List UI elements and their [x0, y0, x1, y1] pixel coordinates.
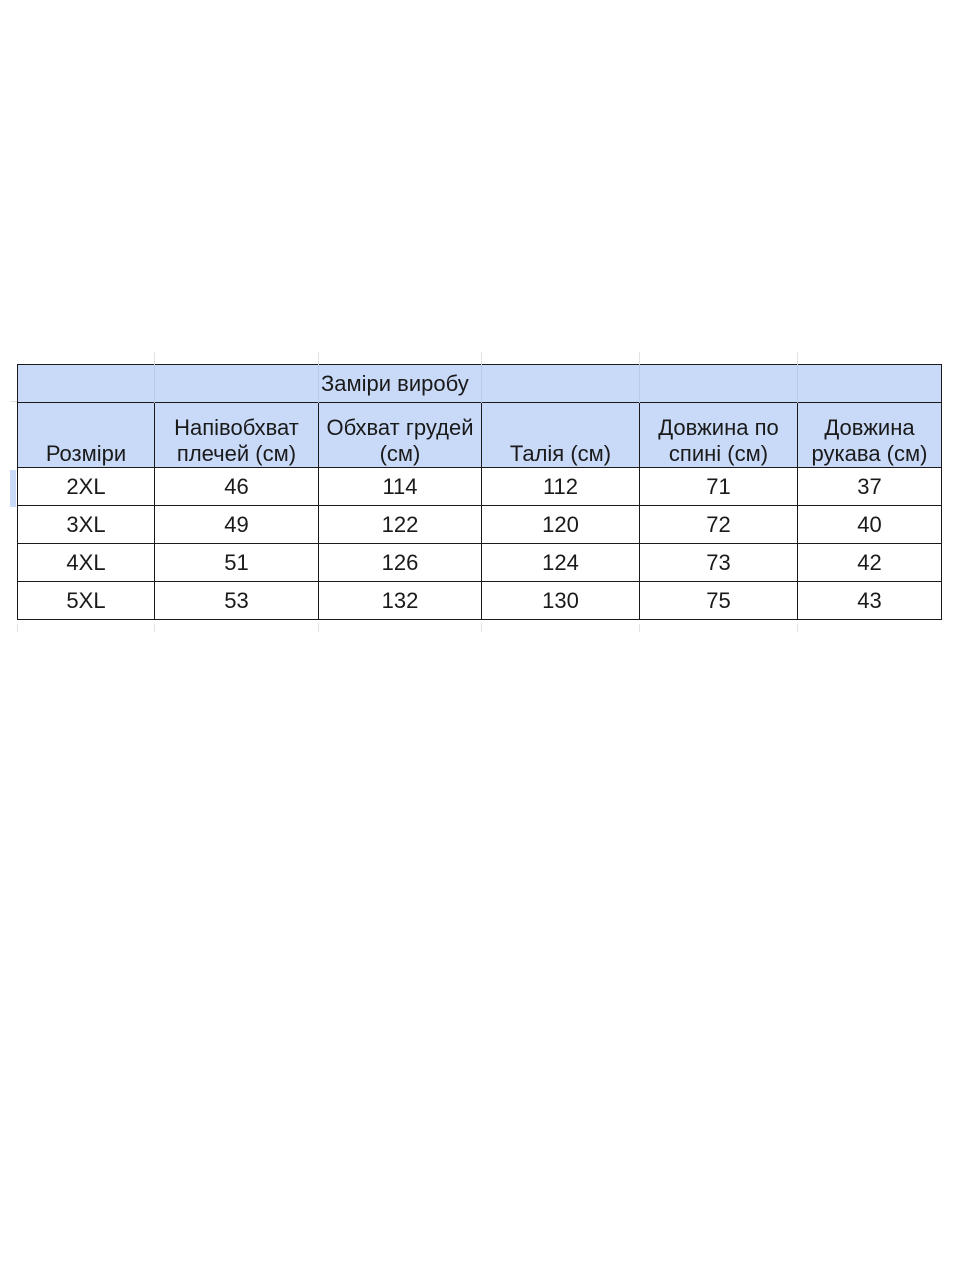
size-chart-table: [17, 364, 942, 620]
value-cell[interactable]: 114: [319, 468, 482, 506]
value-cell[interactable]: 53: [155, 582, 319, 620]
table-row: [18, 468, 942, 506]
value-cell[interactable]: 49: [155, 506, 319, 544]
value-cell[interactable]: 73: [640, 544, 798, 582]
grid-line: [639, 624, 640, 632]
column-header-row: [18, 403, 942, 468]
table-row: [18, 582, 942, 620]
header-sleeve-length[interactable]: Довжина рукава (см): [798, 403, 942, 468]
value-cell[interactable]: 51: [155, 544, 319, 582]
value-cell[interactable]: 37: [798, 468, 942, 506]
value-cell[interactable]: 71: [640, 468, 798, 506]
size-cell[interactable]: 5XL: [18, 582, 155, 620]
grid-line: [481, 624, 482, 632]
value-cell[interactable]: 132: [319, 582, 482, 620]
selected-row-marker: [10, 470, 16, 507]
value-cell[interactable]: 126: [319, 544, 482, 582]
size-cell[interactable]: 3XL: [18, 506, 155, 544]
table-row: [18, 544, 942, 582]
header-chest[interactable]: Обхват грудей (см): [319, 403, 482, 468]
value-cell[interactable]: 112: [482, 468, 640, 506]
value-cell[interactable]: 72: [640, 506, 798, 544]
cell[interactable]: [18, 365, 155, 403]
value-cell[interactable]: 130: [482, 582, 640, 620]
value-cell[interactable]: 124: [482, 544, 640, 582]
value-cell[interactable]: 120: [482, 506, 640, 544]
value-cell[interactable]: 122: [319, 506, 482, 544]
title-row: [18, 365, 942, 403]
size-cell[interactable]: 2XL: [18, 468, 155, 506]
cell[interactable]: [798, 365, 942, 403]
grid-line: [17, 624, 18, 632]
cell[interactable]: [640, 365, 798, 403]
value-cell[interactable]: 46: [155, 468, 319, 506]
value-cell[interactable]: 42: [798, 544, 942, 582]
table-title[interactable]: Заміри виробу: [319, 365, 482, 403]
size-cell[interactable]: 4XL: [18, 544, 155, 582]
value-cell[interactable]: 75: [640, 582, 798, 620]
table-row: [18, 506, 942, 544]
header-shoulders[interactable]: Напівобхват плечей (см): [155, 403, 319, 468]
grid-line: [318, 624, 319, 632]
header-waist[interactable]: Талія (см): [482, 403, 640, 468]
grid-line: [154, 624, 155, 632]
value-cell[interactable]: 40: [798, 506, 942, 544]
header-back-length[interactable]: Довжина по спині (см): [640, 403, 798, 468]
grid-line: [797, 624, 798, 632]
cell[interactable]: [155, 365, 319, 403]
header-sizes[interactable]: Розміри: [18, 403, 155, 468]
cell[interactable]: [482, 365, 640, 403]
value-cell[interactable]: 43: [798, 582, 942, 620]
